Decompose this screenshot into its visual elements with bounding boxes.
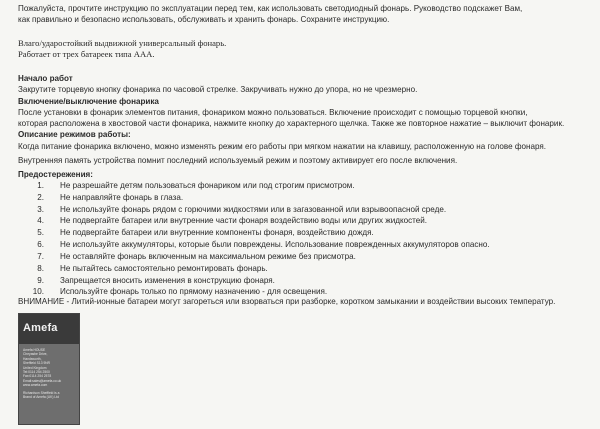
intro-line-1: Пожалуйста, прочтите инструкцию по эксплуатации перед тем, как использовать светодиодный фонарь. Руководство подскажет Вам, xyxy=(18,4,523,13)
modes-heading: Описание режимов работы: xyxy=(18,130,131,139)
warning-number: 9. xyxy=(37,276,44,285)
modes-text-2: Внутренняя память устройства помнит последний используемый режим и поэтому активирует его после включения. xyxy=(18,156,458,165)
product-line-1: Влаго/ударостойкий выдвижной универсальный фонарь. xyxy=(18,38,227,48)
onoff-heading: Включение/выключение фонарика xyxy=(18,97,159,106)
warning-number: 2. xyxy=(37,193,44,202)
modes-text-1: Когда питание фонарика включено, можно изменять режим его работы при мягком нажатии на клавишу, расположенную на голове фонаря. xyxy=(18,142,547,151)
brand-footer-line: Richardson Sheffield is a xyxy=(23,390,60,395)
intro-line-2: как правильно и безопасно использовать, обслуживать и хранить фонарь. Сохраните инструкцию. xyxy=(18,15,390,24)
logo-band xyxy=(19,314,79,344)
amefa-label-card xyxy=(18,313,80,425)
warning-number: 3. xyxy=(37,205,44,214)
attention-text: ВНИМАНИЕ - Литий-ионные батареи могут загореться или взорваться при разборке, коротком замыкании и воздействии высоких температур. xyxy=(18,297,556,306)
warning-number: 6. xyxy=(37,240,44,249)
brand-footer-line: Brand of Amefa (UK) Ltd xyxy=(23,395,59,400)
start-heading: Начало работ xyxy=(18,74,73,83)
phone-line: Tel:0114 254 2500 xyxy=(23,370,50,375)
fax-line: Fax:0114 254 2578 xyxy=(23,374,52,379)
product-line-2: Работает от трех батареек типа ААА. xyxy=(18,49,155,59)
warning-item: Запрещается вносить изменения в конструкцию фонаря. xyxy=(60,276,275,285)
warning-item: Не пытайтесь самостоятельно ремонтировать фонарь. xyxy=(60,264,268,273)
warning-item: Не разрешайте детям пользоваться фонариком или под строгим присмотром. xyxy=(60,181,355,190)
address-line: United Kingdom xyxy=(23,365,47,370)
onoff-text-2: которая расположена в хвостовой части фонарика, нажмите кнопку до характерного щелчка. Также же повторное нажатие – выключит фонарик. xyxy=(18,119,565,128)
warning-number: 5. xyxy=(37,228,44,237)
warning-item: Не подвергайте батареи или внутренние части фонаря воздействию воды или других жидкостей. xyxy=(60,216,428,225)
warning-number: 7. xyxy=(37,252,44,261)
email-line: Email:sales@amefa.co.uk xyxy=(23,378,62,383)
warning-number: 1. xyxy=(37,181,44,190)
amefa-logo: Amefa xyxy=(23,322,58,334)
warning-item: Используйте фонарь только по прямому назначению - для освещения. xyxy=(60,287,328,296)
warning-number: 8. xyxy=(37,264,44,273)
warning-item: Не подвергайте батареи или внутренние компоненты фонаря, воздействию дождя. xyxy=(60,228,374,237)
address-line: Cheyasbe Drive, xyxy=(23,352,48,357)
warning-number: 10. xyxy=(32,287,44,296)
start-text: Закрутите торцевую кнопку фонарика по часовой стрелке. Закручивать нужно до упора, но не чрезмерно. xyxy=(18,85,418,94)
warning-item: Не оставляйте фонарь включенным на максимальном режиме без присмотра. xyxy=(60,252,356,261)
website-line: www.amefa.com xyxy=(23,383,48,388)
warning-item: Не используйте фонарь рядом с горючими жидкостями или в загазованной или взрывоопасной среде. xyxy=(60,205,447,214)
onoff-text-1: После установки в фонарик элементов питания, фонариком можно пользоваться. Включение происходит с помощью торцевой кнопки, xyxy=(18,108,528,117)
warning-item: Не направляйте фонарь в глаза. xyxy=(60,193,184,202)
address-line: Handsworth, xyxy=(23,356,42,361)
address-line: Amefa HOUSE xyxy=(23,348,46,352)
address-line: Sheffield S13 9NR xyxy=(23,361,51,366)
address-block xyxy=(23,348,77,399)
warning-item: Не используйте аккумуляторы, которые были повреждены. Использование поврежденных аккумуляторов опасно. xyxy=(60,240,490,249)
warnings-heading: Предостережения: xyxy=(18,170,93,179)
warning-number: 4. xyxy=(37,216,44,225)
